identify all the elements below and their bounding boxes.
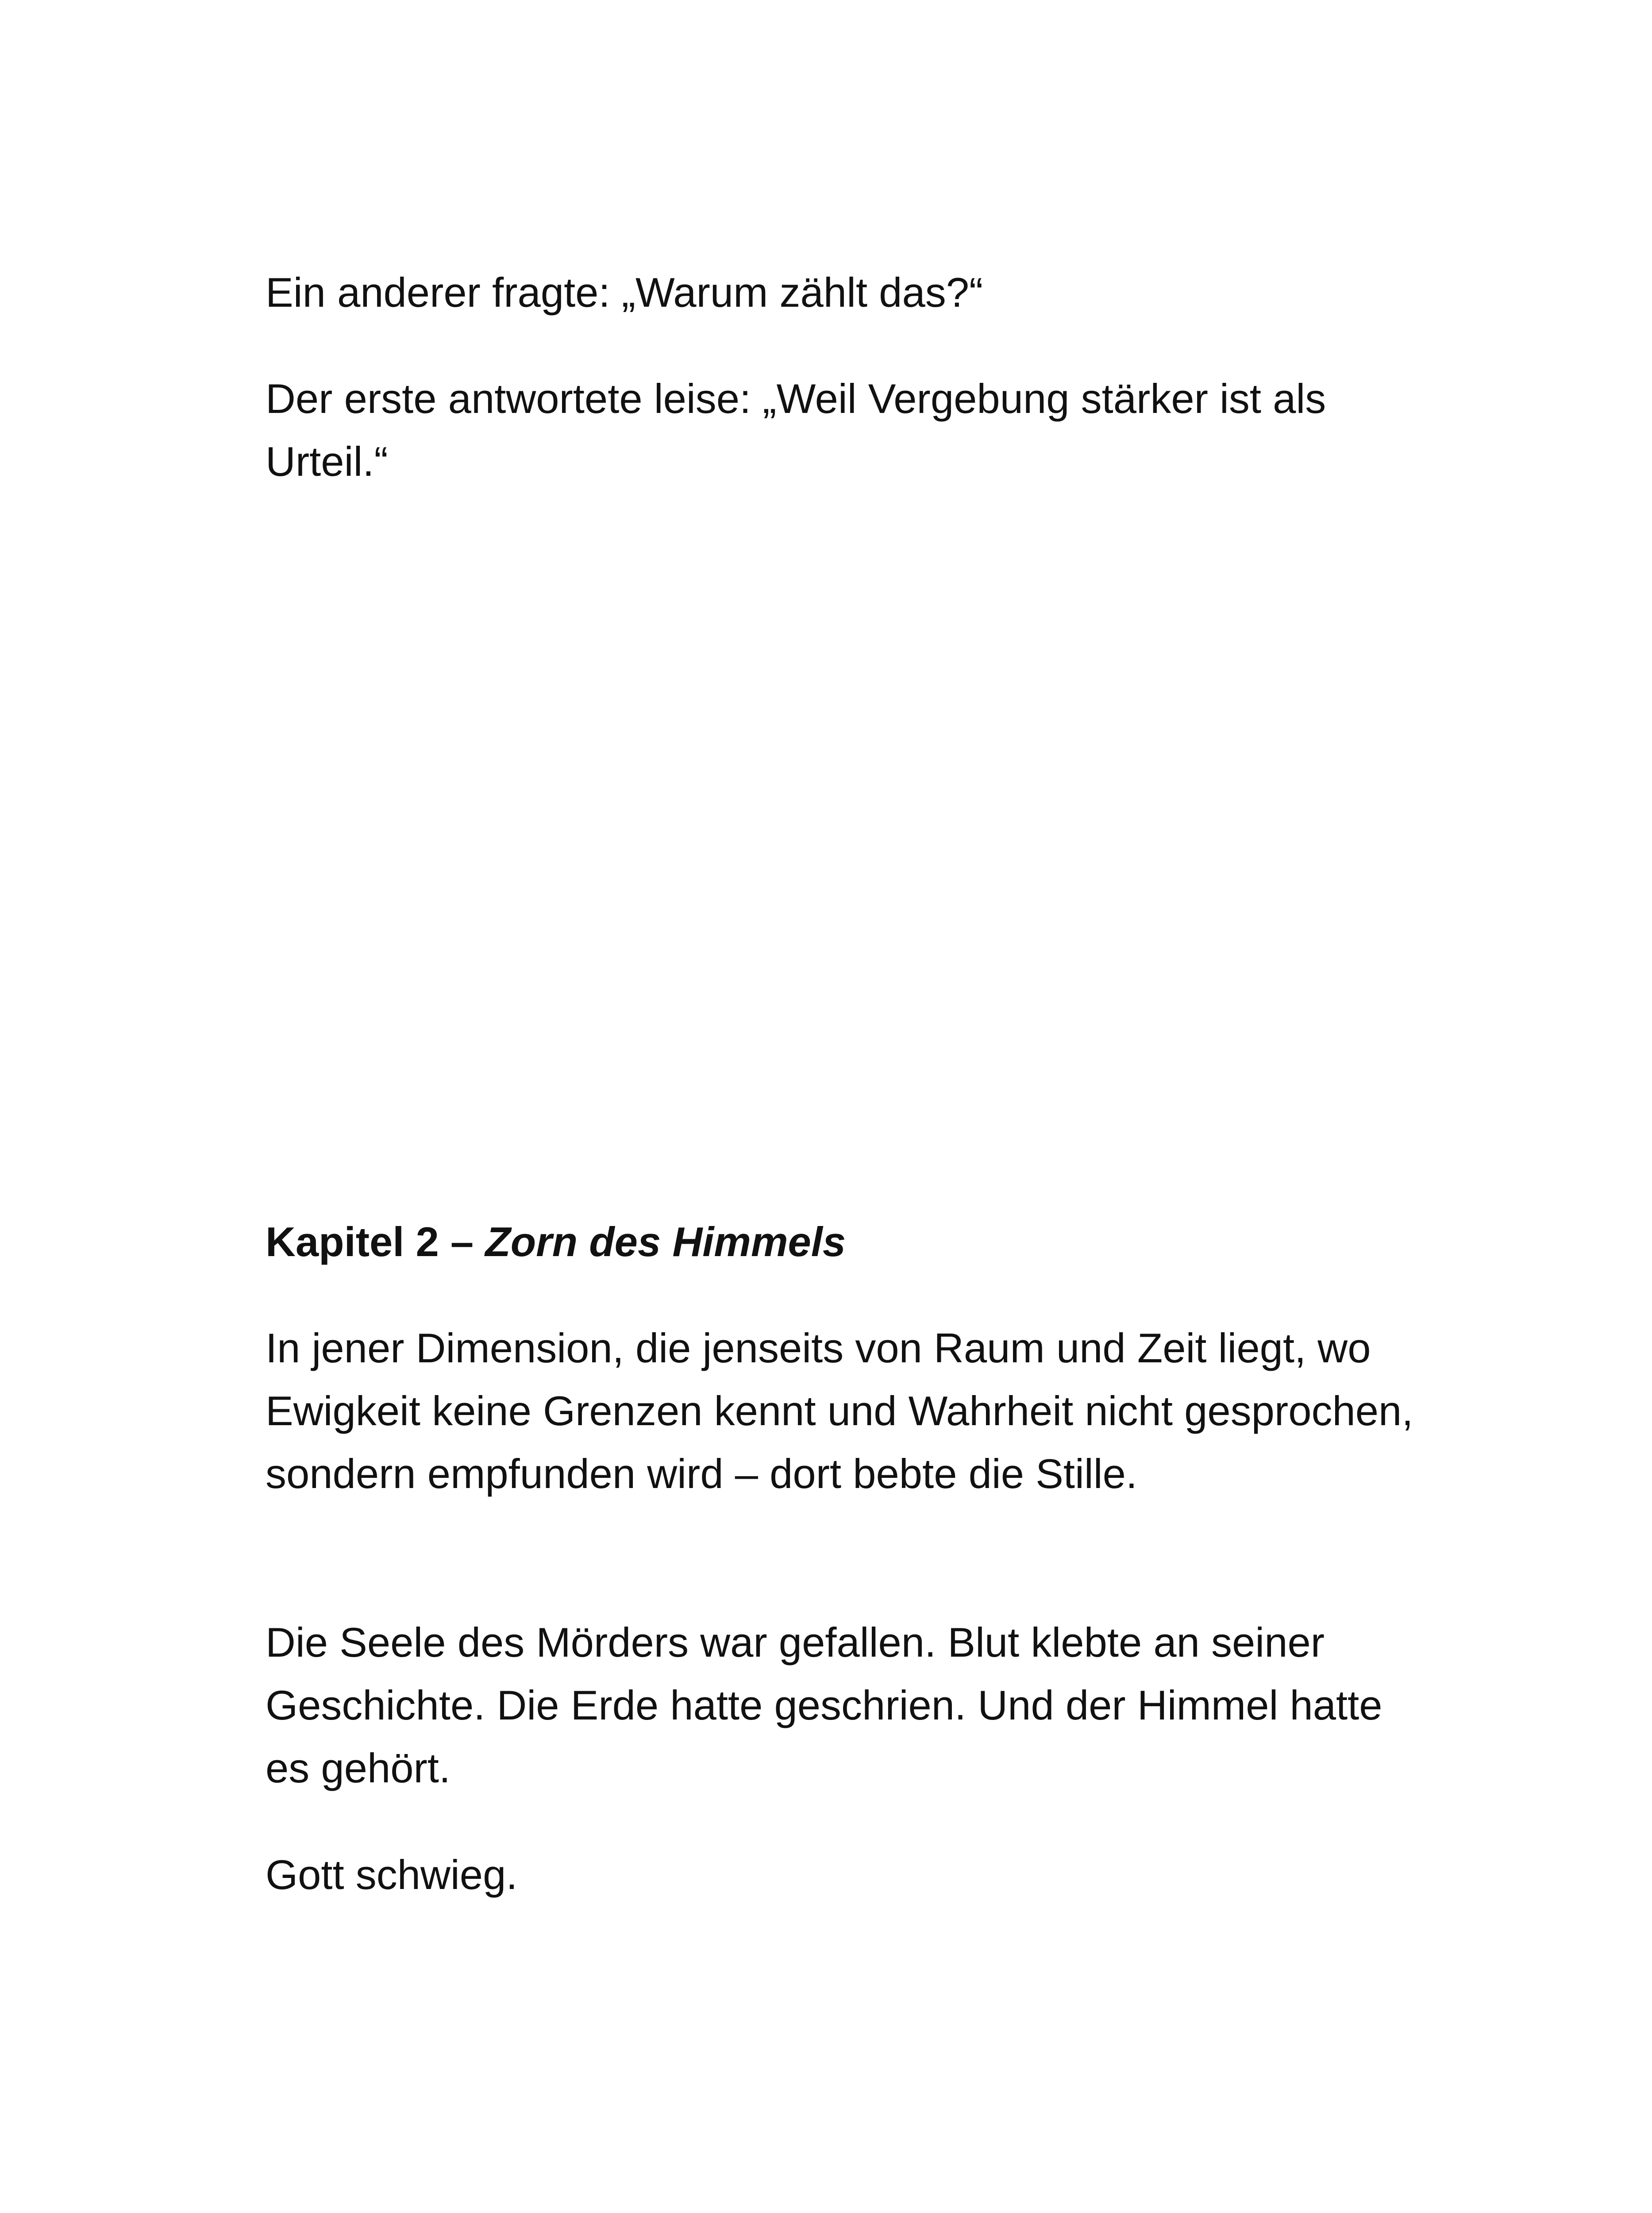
chapter-title: Zorn des Himmels: [485, 1218, 846, 1265]
paragraph-soul: Die Seele des Mörders war gefallen. Blut klebte an seiner Geschichte. Die Erde hatte geschrien. Und der Himmel hatte es gehört.: [266, 1619, 1382, 1791]
paragraph-silence: Gott schwieg.: [266, 1851, 518, 1898]
paragraph-answer: Der erste antwortete leise: „Weil Vergebung stärker ist als Urteil.“: [266, 375, 1326, 485]
chapter-number: Kapitel 2 –: [266, 1218, 485, 1265]
chapter-heading: [266, 1211, 1416, 1273]
paragraph-dimension: In jener Dimension, die jenseits von Raum und Zeit liegt, wo Ewigkeit keine Grenzen kennt und Wahrheit nicht gesprochen, sondern empfunden wird – dort bebte die Stille.: [266, 1325, 1413, 1497]
paragraph-question: Ein anderer fragte: „Warum zählt das?“: [266, 269, 983, 316]
